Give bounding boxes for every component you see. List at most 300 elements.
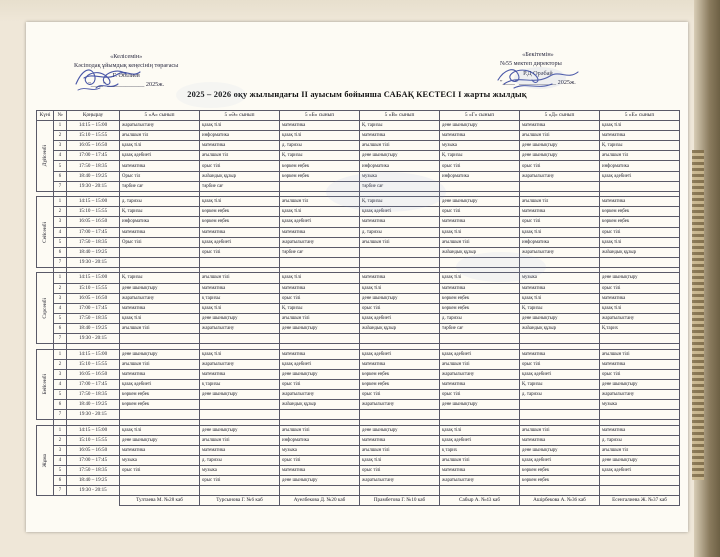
lesson-cell — [440, 181, 520, 191]
lesson-cell: жаратылыстану — [520, 247, 600, 257]
lesson-cell: Қ. тарихы — [120, 207, 200, 217]
lesson-cell: жаратылыстану — [600, 389, 680, 399]
lesson-cell: көркем еңбек — [600, 207, 680, 217]
table-row — [37, 247, 680, 257]
day-label-3 — [37, 273, 54, 344]
lesson-cell: математика — [200, 445, 280, 455]
table-row — [37, 283, 680, 293]
lesson-cell: д. тарихы — [120, 197, 200, 207]
lesson-cell: орыс тілі — [600, 227, 680, 237]
day-label-5 — [37, 425, 54, 496]
lesson-cell: ағылшын тілі — [120, 359, 200, 369]
lesson-cell: қазақ әдебиеті — [520, 369, 600, 379]
lesson-cell: дене шынықтыру — [360, 293, 440, 303]
document-paper — [26, 22, 688, 532]
lesson-number: 6 — [54, 171, 67, 181]
lesson-cell: жаратылыстану — [440, 476, 520, 486]
lesson-cell: ағылшын тілі — [600, 349, 680, 359]
lesson-cell: жаратылыстану — [120, 121, 200, 131]
lesson-cell: жаһандық құзыр — [280, 400, 360, 410]
lesson-cell — [440, 410, 520, 420]
lesson-number: 5 — [54, 466, 67, 476]
lesson-cell: көркем еңбек — [120, 389, 200, 399]
teacher-class-a: Тултаева М. №28 каб — [120, 496, 200, 506]
lesson-cell: д. тарихы — [360, 227, 440, 237]
lesson-cell — [520, 400, 600, 410]
lesson-time: 19:30 - 20:15 — [67, 333, 120, 343]
lesson-cell: жаһандық құзыр — [360, 323, 440, 333]
lesson-cell: ағылшын тілі — [440, 456, 520, 466]
page-title: 2025 – 2026 оқу жылындағы II ауысым бойынша САБАҚ КЕСТЕСІ I жарты жылдық — [187, 90, 527, 99]
table-row — [37, 141, 680, 151]
lesson-cell: қазақ тілі — [200, 349, 280, 359]
scan-top-edge — [0, 0, 720, 22]
table-row — [37, 207, 680, 217]
lesson-cell: қазақ әдебиеті — [440, 435, 520, 445]
lesson-cell: дене шынықтыру — [280, 369, 360, 379]
lesson-cell: көркем еңбек — [280, 171, 360, 181]
header-bell: Қоңырау — [67, 111, 120, 121]
footer-spacer-no — [54, 496, 67, 506]
table-row — [37, 131, 680, 141]
lesson-cell: информатика — [360, 161, 440, 171]
lesson-cell: қазақ тілі — [600, 237, 680, 247]
lesson-cell: ағылшын тілі — [280, 313, 360, 323]
lesson-time: 19:30 - 20:15 — [67, 486, 120, 496]
lesson-cell — [520, 257, 600, 267]
lesson-cell: көркем еңбек — [440, 293, 520, 303]
lesson-cell: информатика — [440, 171, 520, 181]
table-row — [37, 333, 680, 343]
table-row — [37, 227, 680, 237]
lesson-cell: қ тарихы — [200, 379, 280, 389]
lesson-cell: Қ. тарихы — [280, 303, 360, 313]
lesson-cell: Орыс тіл — [120, 171, 200, 181]
day-label-text: Дүйсенбі — [41, 145, 48, 167]
lesson-cell: орыс тілі — [520, 161, 600, 171]
lesson-time: 15:10 – 15:55 — [67, 435, 120, 445]
table-row — [37, 197, 680, 207]
lesson-cell: қ тарих — [440, 445, 520, 455]
table-row — [37, 400, 680, 410]
lesson-cell — [600, 410, 680, 420]
lesson-cell — [280, 410, 360, 420]
lesson-cell — [520, 181, 600, 191]
lesson-number: 5 — [54, 237, 67, 247]
lesson-cell — [520, 333, 600, 343]
lesson-cell: қазақ тілі — [440, 425, 520, 435]
table-row — [37, 237, 680, 247]
table-row — [37, 303, 680, 313]
lesson-cell: математика — [520, 121, 600, 131]
lesson-cell: жаратылыстану — [600, 313, 680, 323]
lesson-cell: көркем еңбек — [200, 207, 280, 217]
lesson-time: 19:30 - 20:15 — [67, 257, 120, 267]
table-row — [37, 456, 680, 466]
lesson-time: 17:50 – 18:35 — [67, 237, 120, 247]
lesson-cell: қазақ әдебиеті — [120, 151, 200, 161]
lesson-cell: қазақ тілі — [360, 283, 440, 293]
lesson-cell: қазақ тілі — [360, 456, 440, 466]
lesson-cell: орыс тілі — [280, 379, 360, 389]
lesson-cell — [120, 333, 200, 343]
lesson-cell: Орыс тілі — [120, 237, 200, 247]
lesson-cell: көркем еңбек — [440, 303, 520, 313]
lesson-cell — [200, 400, 280, 410]
lesson-time: 17:50 – 18:35 — [67, 313, 120, 323]
lesson-number: 4 — [54, 379, 67, 389]
lesson-cell: қазақ тілі — [120, 313, 200, 323]
lesson-cell: көркем еңбек — [600, 217, 680, 227]
teacher-class-ae: Турсынова Г. №6 каб — [200, 496, 280, 506]
table-row — [37, 389, 680, 399]
approval-left-line3: Г. Әбілиев — [112, 71, 140, 79]
lesson-cell: математика — [200, 141, 280, 151]
lesson-cell: математика — [360, 217, 440, 227]
lesson-number: 5 — [54, 389, 67, 399]
lesson-cell: д. тарихы — [280, 141, 360, 151]
lesson-cell: орыс тілі — [200, 161, 280, 171]
lesson-cell: ағылшын тілі — [520, 425, 600, 435]
lesson-cell: көркем еңбек — [520, 476, 600, 486]
lesson-cell: математика — [520, 349, 600, 359]
lesson-time: 14:15 – 15:00 — [67, 425, 120, 435]
lesson-cell: дене шынықтыру — [600, 379, 680, 389]
lesson-number: 5 — [54, 313, 67, 323]
lesson-number: 3 — [54, 217, 67, 227]
lesson-cell: қазақ тілі — [200, 121, 280, 131]
lesson-cell: қазақ әдебиеті — [440, 349, 520, 359]
lesson-cell: математика — [280, 283, 360, 293]
lesson-cell: математика — [120, 445, 200, 455]
table-row — [37, 313, 680, 323]
lesson-cell: көркем еңбек — [280, 161, 360, 171]
lesson-cell: математика — [120, 369, 200, 379]
lesson-number: 2 — [54, 283, 67, 293]
lesson-cell: тәрбие сағ — [440, 323, 520, 333]
lesson-cell: ағылшын тілі — [120, 323, 200, 333]
lesson-cell: математика — [440, 466, 520, 476]
lesson-number: 7 — [54, 486, 67, 496]
teacher-class-d: Ашірбекова А. №36 каб — [520, 496, 600, 506]
table-row — [37, 349, 680, 359]
approval-right-line3: Р.Д Орәбай — [523, 69, 553, 77]
lesson-cell: информатика — [120, 217, 200, 227]
lesson-cell: математика — [600, 131, 680, 141]
lesson-cell: дене шынықтыру — [520, 141, 600, 151]
lesson-cell: дене шынықтыру — [520, 445, 600, 455]
table-row — [37, 293, 680, 303]
lesson-cell: қазақ тілі — [440, 227, 520, 237]
lesson-cell: математика — [520, 435, 600, 445]
lesson-cell: орыс тілі — [200, 247, 280, 257]
lesson-cell: ағылшын тіл — [200, 151, 280, 161]
table-row — [37, 445, 680, 455]
lesson-number: 3 — [54, 445, 67, 455]
lesson-cell — [600, 486, 680, 496]
lesson-number: 3 — [54, 141, 67, 151]
lesson-cell: жаһандық құзыр — [600, 247, 680, 257]
lesson-cell — [120, 476, 200, 486]
lesson-cell: қазақ тілі — [120, 141, 200, 151]
lesson-cell: информатика — [600, 161, 680, 171]
lesson-cell: ағылшын тілі — [360, 445, 440, 455]
lesson-cell: математика — [120, 227, 200, 237]
day-label-4 — [37, 349, 54, 420]
table-row — [37, 410, 680, 420]
lesson-number: 1 — [54, 349, 67, 359]
lesson-cell: жаратылыстану — [120, 293, 200, 303]
lesson-time: 19:30 - 20:15 — [67, 181, 120, 191]
lesson-number: 6 — [54, 400, 67, 410]
lesson-cell: қазақ әдебиеті — [120, 379, 200, 389]
lesson-time: 17:50 – 18:35 — [67, 466, 120, 476]
lesson-cell: қазақ әдебиеті — [360, 207, 440, 217]
lesson-time: 17:00 – 17:45 — [67, 151, 120, 161]
lesson-cell: қазақ тілі — [520, 293, 600, 303]
lesson-cell: математика — [440, 283, 520, 293]
lesson-number: 4 — [54, 227, 67, 237]
approval-right-line1: «Бекітемін» — [522, 51, 554, 58]
lesson-cell: жаратылыстану — [440, 369, 520, 379]
day-label-1 — [37, 121, 54, 192]
lesson-cell — [520, 486, 600, 496]
lesson-cell: д. тарихы — [440, 313, 520, 323]
lesson-cell: дене шынықтыру — [600, 456, 680, 466]
lesson-cell: музыка — [280, 445, 360, 455]
lesson-cell: ағылшын тілі — [520, 131, 600, 141]
lesson-cell: көркем еңбек — [200, 217, 280, 227]
header-class-e: 5 «Е» сынып — [600, 111, 680, 121]
footer-spacer-day — [37, 496, 54, 506]
lesson-cell: музыка — [600, 400, 680, 410]
lesson-cell — [200, 257, 280, 267]
lesson-cell — [360, 410, 440, 420]
lesson-cell: дене шынықтыру — [360, 425, 440, 435]
lesson-cell: дене шынықтыру — [440, 121, 520, 131]
lesson-number: 6 — [54, 476, 67, 486]
lesson-cell: Қ. тарихы — [440, 151, 520, 161]
approval-left-line1: «Келісемін» — [110, 53, 143, 60]
table-row — [37, 121, 680, 131]
lesson-cell: жаһандық құзыр — [200, 171, 280, 181]
lesson-cell: көркем еңбек — [520, 466, 600, 476]
lesson-cell: қазақ тілі — [200, 197, 280, 207]
lesson-cell: жаратылыстану — [360, 476, 440, 486]
lesson-cell: Қ.тарих — [600, 323, 680, 333]
lesson-cell: информатика — [280, 435, 360, 445]
lesson-cell: Қ. тарихы — [280, 151, 360, 161]
lesson-cell — [360, 486, 440, 496]
day-label-2 — [37, 197, 54, 268]
lesson-cell: жаратылыстану — [520, 171, 600, 181]
header-class-d: 5 «Д» сынып — [520, 111, 600, 121]
lesson-cell: д. тарихы — [200, 456, 280, 466]
lesson-time: 18:40 – 19:25 — [67, 247, 120, 257]
lesson-cell: қазақ тілі — [520, 227, 600, 237]
lesson-cell — [360, 333, 440, 343]
lesson-number: 6 — [54, 323, 67, 333]
lesson-cell: қазақ әдебиеті — [360, 349, 440, 359]
lesson-cell: қазақ әдебиеті — [280, 217, 360, 227]
lesson-cell — [280, 333, 360, 343]
table-row — [37, 151, 680, 161]
lesson-cell: Қ. тарихы — [120, 273, 200, 283]
lesson-number: 1 — [54, 197, 67, 207]
teacher-class-g: Сабыр А. №43 каб — [440, 496, 520, 506]
lesson-cell: математика — [120, 161, 200, 171]
footer-spacer-bell — [67, 496, 120, 506]
lesson-cell: дене шынықтыру — [600, 273, 680, 283]
lesson-cell — [120, 257, 200, 267]
lesson-time: 18:40 – 19:25 — [67, 323, 120, 333]
lesson-cell: музыка — [120, 456, 200, 466]
table-row — [37, 379, 680, 389]
lesson-cell: дене шынықтыру — [120, 283, 200, 293]
lesson-cell: ағылшын тілі — [200, 435, 280, 445]
lesson-cell: математика — [600, 293, 680, 303]
lesson-cell: орыс тілі — [200, 476, 280, 486]
lesson-cell: математика — [600, 197, 680, 207]
lesson-cell: математика — [360, 359, 440, 369]
schedule-table — [36, 110, 680, 506]
lesson-number: 3 — [54, 369, 67, 379]
lesson-cell: орыс тілі — [120, 466, 200, 476]
lesson-time: 17:00 – 17:45 — [67, 379, 120, 389]
lesson-cell: қазақ тілі — [280, 131, 360, 141]
lesson-cell: қазақ әдебиеті — [520, 456, 600, 466]
lesson-cell — [360, 247, 440, 257]
lesson-cell: Қ. тарихы — [520, 303, 600, 313]
lesson-cell: жаратылыстану — [360, 400, 440, 410]
lesson-cell: математика — [520, 283, 600, 293]
lesson-cell: жаратылыстану — [280, 389, 360, 399]
lesson-cell: қазақ әдебиеті — [200, 237, 280, 247]
header-day: Күні — [37, 111, 54, 121]
lesson-cell: қ тарихы — [200, 293, 280, 303]
lesson-cell: дене шынықтыру — [120, 349, 200, 359]
lesson-time: 15:10 – 15:55 — [67, 359, 120, 369]
lesson-number: 2 — [54, 207, 67, 217]
lesson-time: 16:05 – 16:50 — [67, 217, 120, 227]
lesson-cell: орыс тілі — [280, 456, 360, 466]
table-row — [37, 217, 680, 227]
lesson-cell: орыс тілі — [360, 466, 440, 476]
lesson-cell: орыс тілі — [440, 389, 520, 399]
lesson-cell: Қ. тарихы — [360, 121, 440, 131]
header-number: № — [54, 111, 67, 121]
lesson-number: 7 — [54, 181, 67, 191]
lesson-cell: көркем еңбек — [360, 379, 440, 389]
lesson-cell: қазақ тілі — [600, 303, 680, 313]
lesson-number: 7 — [54, 410, 67, 420]
lesson-cell: жаһандық құзыр — [440, 247, 520, 257]
table-row — [37, 181, 680, 191]
teacher-class-e: Есенгалиева Ж. №37 каб — [600, 496, 680, 506]
lesson-cell: орыс тілі — [360, 303, 440, 313]
day-label-text: Сәрсенбі — [41, 297, 48, 319]
lesson-number: 4 — [54, 456, 67, 466]
approval-right-line4: "____" ____________ 2025ж. — [500, 78, 576, 86]
lesson-time: 16:05 – 16:50 — [67, 141, 120, 151]
lesson-time: 15:10 – 15:55 — [67, 283, 120, 293]
lesson-cell: музыка — [440, 141, 520, 151]
approval-left-line4: "____" ____________ 2025ж. — [88, 80, 165, 88]
lesson-cell: д. тарихы — [520, 389, 600, 399]
lesson-number: 4 — [54, 303, 67, 313]
lesson-cell: музыка — [360, 171, 440, 181]
lesson-cell: орыс тілі — [440, 161, 520, 171]
lesson-cell: дене шынықтыру — [360, 151, 440, 161]
lesson-cell: ағылшын тілі — [360, 237, 440, 247]
lesson-cell — [120, 486, 200, 496]
lesson-number: 7 — [54, 257, 67, 267]
header-class-a: 5 «А» сынып — [120, 111, 200, 121]
day-label-text: Бейсенбі — [41, 374, 48, 395]
lesson-cell: қазақ тілі — [280, 273, 360, 283]
lesson-cell: жаратылыстану — [200, 323, 280, 333]
lesson-time: 15:10 – 15:55 — [67, 131, 120, 141]
table-row — [37, 171, 680, 181]
lesson-cell — [280, 257, 360, 267]
lesson-cell: математика — [280, 121, 360, 131]
lesson-cell — [440, 333, 520, 343]
lesson-cell: дене шынықтыру — [120, 435, 200, 445]
table-row — [37, 359, 680, 369]
lesson-cell: ағылшын тіл — [600, 445, 680, 455]
lesson-cell: қазақ әдебиеті — [600, 171, 680, 181]
lesson-cell: математика — [200, 227, 280, 237]
lesson-cell: ағылшын тілі — [200, 273, 280, 283]
lesson-cell: математика — [280, 349, 360, 359]
table-row — [37, 466, 680, 476]
header-class-g: 5 «Г» сынып — [440, 111, 520, 121]
table-row — [37, 425, 680, 435]
lesson-cell: ағылшын тілі — [280, 425, 360, 435]
header-class-ae: 5 «Ә» сынып — [200, 111, 280, 121]
lesson-cell: орыс тілі — [600, 369, 680, 379]
lesson-cell: математика — [200, 283, 280, 293]
lesson-cell: дене шынықтыру — [520, 313, 600, 323]
header-class-v: 5 «В» сынып — [360, 111, 440, 121]
lesson-number: 1 — [54, 425, 67, 435]
header-class-b: 5 «Б» сынып — [280, 111, 360, 121]
lesson-cell: ағылшын тіл — [120, 131, 200, 141]
lesson-cell — [360, 257, 440, 267]
lesson-cell: қазақ тілі — [280, 207, 360, 217]
lesson-cell: математика — [520, 207, 600, 217]
lesson-time: 18:40 – 19:25 — [67, 171, 120, 181]
lesson-cell: тәрбие сағ — [120, 181, 200, 191]
lesson-cell: математика — [360, 435, 440, 445]
lesson-time: 17:00 – 17:45 — [67, 456, 120, 466]
lesson-cell: қазақ тілі — [600, 121, 680, 131]
lesson-cell: ағылшын тіл — [280, 197, 360, 207]
lesson-cell: ағылшын тіл — [600, 151, 680, 161]
lesson-cell: Қ. тарихы — [360, 197, 440, 207]
lesson-cell: математика — [280, 466, 360, 476]
lesson-cell: математика — [120, 303, 200, 313]
lesson-number: 1 — [54, 121, 67, 131]
approval-block-right — [500, 50, 576, 87]
table-header — [37, 111, 680, 121]
lesson-number: 1 — [54, 273, 67, 283]
lesson-cell: ағылшын тілі — [360, 141, 440, 151]
teacher-class-b: Ауелбекова Д. №20 каб — [280, 496, 360, 506]
lesson-cell: математика — [440, 217, 520, 227]
lesson-number: 7 — [54, 333, 67, 343]
lesson-cell: дене шынықтыру — [200, 389, 280, 399]
